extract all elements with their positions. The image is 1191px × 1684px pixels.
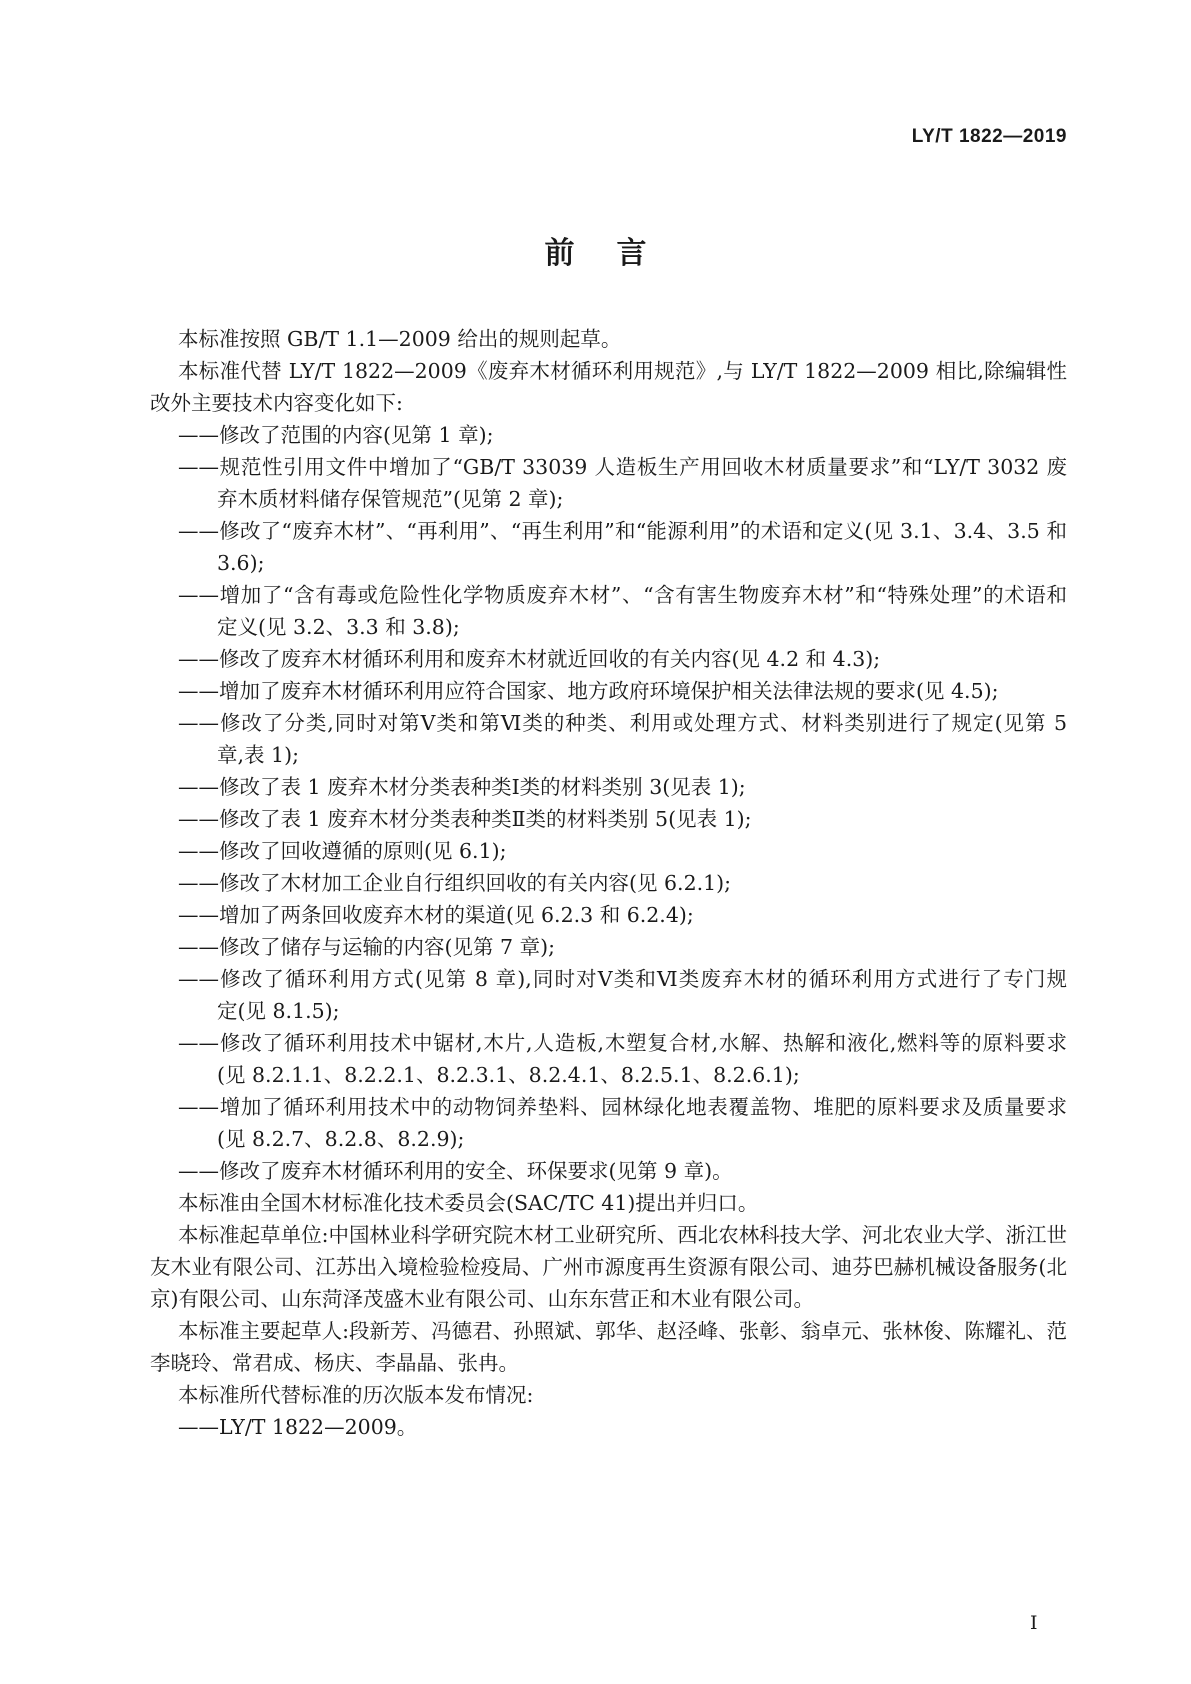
foreword-body bbox=[150, 323, 1067, 1443]
change-list-item bbox=[150, 835, 1067, 867]
paragraph bbox=[150, 1315, 1067, 1379]
change-list-item bbox=[150, 867, 1067, 899]
text-line: ——增加了循环利用技术中的动物饲养垫料、园林绿化地表覆盖物、堆肥的原料要求及质量要求 bbox=[178, 1095, 1067, 1119]
text-line: 本标准起草单位:中国林业科学研究院木材工业研究所、西北农林科技大学、河北农业大学、浙江世 bbox=[178, 1223, 1067, 1247]
change-list-item bbox=[150, 803, 1067, 835]
change-list-item bbox=[150, 675, 1067, 707]
change-list-item bbox=[150, 771, 1067, 803]
text-line: 本标准按照 GB/T 1.1—2009 给出的规则起草。 bbox=[178, 327, 622, 351]
paragraph bbox=[150, 1187, 1067, 1219]
text-line: ——增加了两条回收废弃木材的渠道(见 6.2.3 和 6.2.4); bbox=[178, 903, 694, 927]
text-line: (见 8.2.1.1、8.2.2.1、8.2.3.1、8.2.4.1、8.2.5.1、8.2.6.1); bbox=[217, 1063, 800, 1087]
paragraph bbox=[150, 355, 1067, 419]
text-line: ——修改了分类,同时对第Ⅴ类和第Ⅵ类的种类、利用或处理方式、材料类别进行了规定(见第 5 bbox=[178, 711, 1067, 735]
text-line: ——规范性引用文件中增加了“GB/T 33039 人造板生产用回收木材质量要求”和“LY/T 3032 废 bbox=[178, 455, 1067, 479]
text-line: ——增加了废弃木材循环利用应符合国家、地方政府环境保护相关法律法规的要求(见 4.5); bbox=[178, 679, 999, 703]
text-line: ——修改了循环利用技术中锯材,木片,人造板,木塑复合材,水解、热解和液化,燃料等的原料要求 bbox=[178, 1031, 1067, 1055]
text-line: 本标准主要起草人:段新芳、冯德君、孙照斌、郭华、赵泾峰、张彰、翁卓元、张林俊、陈耀礼、范 bbox=[178, 1319, 1067, 1343]
text-line: 本标准由全国木材标准化技术委员会(SAC/TC 41)提出并归口。 bbox=[178, 1191, 759, 1215]
standard-code-header: LY/T 1822—2019 bbox=[911, 126, 1067, 147]
text-line: ——增加了“含有毒或危险性化学物质废弃木材”、“含有害生物废弃木材”和“特殊处理”的术语和 bbox=[178, 583, 1067, 607]
page-number: I bbox=[1030, 1612, 1038, 1634]
change-list-item bbox=[150, 1411, 1067, 1443]
text-line: 友木业有限公司、江苏出入境检验检疫局、广州市源度再生资源有限公司、迪芬巴赫机械设备服务(北 bbox=[150, 1255, 1067, 1279]
text-line: 改外主要技术内容变化如下: bbox=[150, 391, 403, 415]
change-list-item bbox=[150, 579, 1067, 643]
text-line: (见 8.2.7、8.2.8、8.2.9); bbox=[217, 1127, 465, 1151]
change-list-item bbox=[150, 1155, 1067, 1187]
text-line: ——修改了回收遵循的原则(见 6.1); bbox=[178, 839, 507, 863]
text-line: ——LY/T 1822—2009。 bbox=[178, 1415, 418, 1439]
text-line: ——修改了储存与运输的内容(见第 7 章); bbox=[178, 935, 555, 959]
paragraph bbox=[150, 1219, 1067, 1315]
paragraph bbox=[150, 1379, 1067, 1411]
change-list-item bbox=[150, 515, 1067, 579]
text-line: ——修改了循环利用方式(见第 8 章),同时对Ⅴ类和Ⅵ类废弃木材的循环利用方式进行了专门规 bbox=[178, 967, 1067, 991]
text-line: ——修改了废弃木材循环利用的安全、环保要求(见第 9 章)。 bbox=[178, 1159, 733, 1183]
text-line: ——修改了“废弃木材”、“再利用”、“再生利用”和“能源利用”的术语和定义(见 3.1、3.4、3.5 和 bbox=[178, 519, 1067, 543]
text-line: 定义(见 3.2、3.3 和 3.8); bbox=[217, 615, 460, 639]
change-list-item bbox=[150, 1091, 1067, 1155]
change-list-item bbox=[150, 707, 1067, 771]
text-line: ——修改了废弃木材循环利用和废弃木材就近回收的有关内容(见 4.2 和 4.3); bbox=[178, 647, 881, 671]
text-line: 本标准代替 LY/T 1822—2009《废弃木材循环利用规范》,与 LY/T 1822—2009 相比,除编辑性 bbox=[178, 359, 1067, 383]
change-list-item bbox=[150, 1027, 1067, 1091]
text-line: ——修改了表 1 废弃木材分类表种类Ⅱ类的材料类别 5(见表 1); bbox=[178, 807, 752, 831]
text-line: ——修改了木材加工企业自行组织回收的有关内容(见 6.2.1); bbox=[178, 871, 732, 895]
change-list-item bbox=[150, 963, 1067, 1027]
change-list-item bbox=[150, 899, 1067, 931]
text-line: 3.6); bbox=[217, 551, 265, 575]
paragraph bbox=[150, 323, 1067, 355]
text-line: ——修改了表 1 废弃木材分类表种类Ⅰ类的材料类别 3(见表 1); bbox=[178, 775, 746, 799]
change-list-item bbox=[150, 931, 1067, 963]
text-line: ——修改了范围的内容(见第 1 章); bbox=[178, 423, 494, 447]
text-line: 京)有限公司、山东菏泽茂盛木业有限公司、山东东营正和木业有限公司。 bbox=[150, 1287, 814, 1311]
page-title: 前言 bbox=[544, 236, 689, 271]
text-line: 章,表 1); bbox=[217, 743, 299, 767]
text-line: 弃木质材料储存保管规范”(见第 2 章); bbox=[217, 487, 564, 511]
change-list-item bbox=[150, 451, 1067, 515]
change-list-item bbox=[150, 419, 1067, 451]
text-line: 定(见 8.1.5); bbox=[217, 999, 340, 1023]
text-line: 本标准所代替标准的历次版本发布情况: bbox=[178, 1383, 534, 1407]
text-line: 李晓玲、常君成、杨庆、李晶晶、张冉。 bbox=[150, 1351, 519, 1375]
change-list-item bbox=[150, 643, 1067, 675]
